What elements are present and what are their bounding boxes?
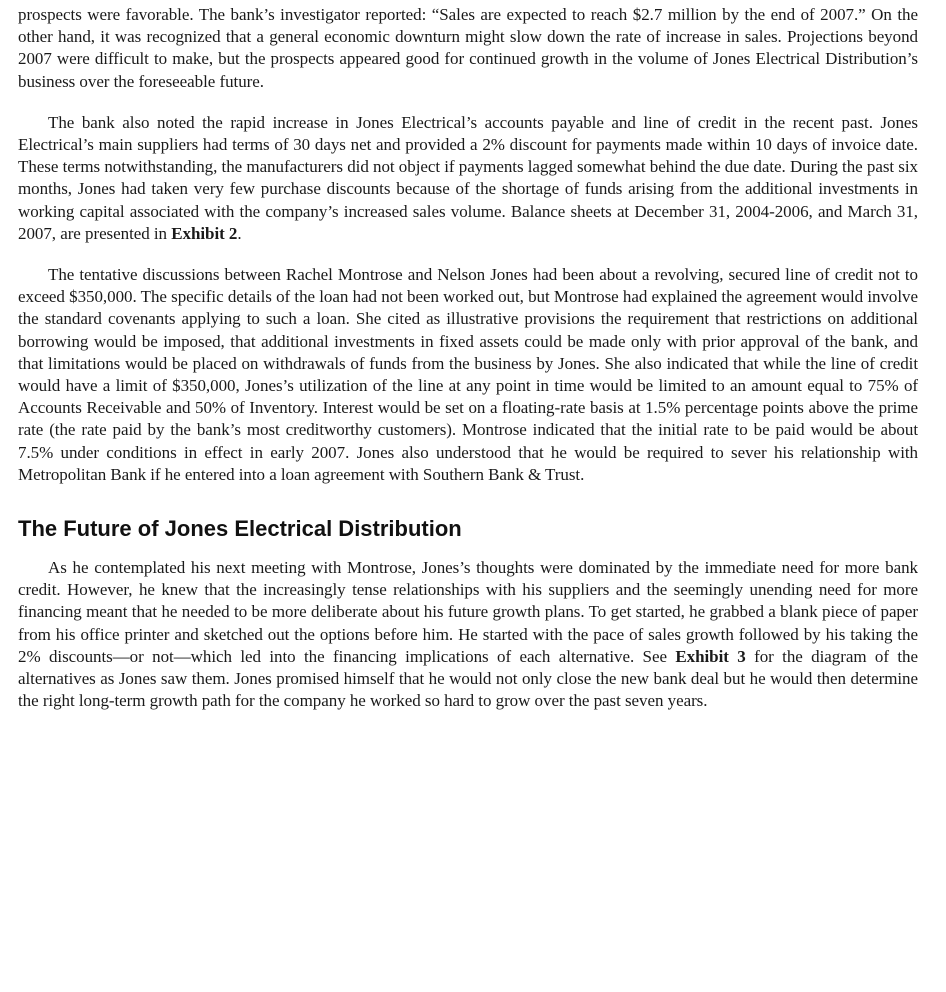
document-page xyxy=(18,4,918,712)
paragraph-accounts-payable xyxy=(18,112,918,245)
paragraph-accounts-payable-text: The bank also noted the rapid increase in Jones Electrical’s accounts payable and line of credit in the recent past. Jones Electrical’s main suppliers had terms of 30 days net and provided a 2% discount for payments made within 10 days of invoice date. These terms notwithstanding, the manufacturers did not object if payments lagged somewhat behind the due date. During the past six months, Jones had taken very few purchase discounts because of the shortage of funds arising from the additional investments in working capital associated with the company’s increased sales volume. Balance sheets at December 31, 2004-2006, and March 31, 2007, are presented in xyxy=(18,112,918,243)
paragraph-future-growth xyxy=(18,557,918,712)
paragraph-line-of-credit-text: The tentative discussions between Rachel Montrose and Nelson Jones had been about a revolving, secured line of credit not to exceed $350,000. The specific details of the loan had not been worked out, but Montrose had explained the agreement would involve the standard covenants applying to such a loan. She cited as illustrative provisions the requirement that restrictions on additional borrowing would be imposed, that additional investments in fixed assets could be made only with prior approval of the bank, and that limitations would be placed on withdrawals of funds from the business by Jones. She also indicated that while the line of credit would have a limit of $350,000, Jones’s utilization of the line at any point in time would be limited to an amount equal to 75% of Accounts Receivable and 50% of Inventory. Interest would be set on a floating-rate basis at 1.5% percentage points above the prime rate (the rate paid by the bank’s most creditworthy customers). Montrose indicated that the initial rate to be paid would be about 7.5% under conditions in effect in early 2007. Jones also understood that he would be required to sever his relationship with Metropolitan Bank if he entered into a loan agreement with Southern Bank & Trust. xyxy=(18,265,918,484)
paragraph-prospects xyxy=(18,4,918,93)
paragraph-prospects-text: prospects were favorable. The bank’s investigator reported: “Sales are expected to reach $2.7 million by the end of 2007.” On the other hand, it was recognized that a general economic downturn might slow down the rate of increase in sales. Projections beyond 2007 were difficult to make, but the prospects appeared good for continued growth in the volume of Jones Electrical Distribution’s business over the foreseeable future. xyxy=(18,5,918,91)
exhibit-3-reference: Exhibit 3 xyxy=(675,646,746,666)
paragraph-future-growth-text: As he contemplated his next meeting with Montrose, Jones’s thoughts were dominated by the immediate need for more bank credit. However, he knew that the increasingly tense relationships with his suppliers and the seemingly unending need for more financing meant that he needed to be more deliberate about his future growth plans. To get started, he grabbed a blank piece of paper from his office printer and sketched out the options before him. He started with the pace of sales growth followed by his taking the 2% discounts—or not—which led into the financing implications of each alternative. See xyxy=(18,558,918,666)
paragraph-accounts-payable-end: . xyxy=(237,223,242,243)
section-heading: The Future of Jones Electrical Distribution xyxy=(18,516,462,542)
exhibit-2-reference: Exhibit 2 xyxy=(171,223,238,243)
paragraph-line-of-credit xyxy=(18,264,918,486)
paragraph-future-growth-end: for the diagram of the alternatives as Jones saw them. Jones promised himself that he would not only close the new bank deal but he would then determine the right long-term growth path for the company he worked so hard to grow over the past seven years. xyxy=(18,646,918,711)
